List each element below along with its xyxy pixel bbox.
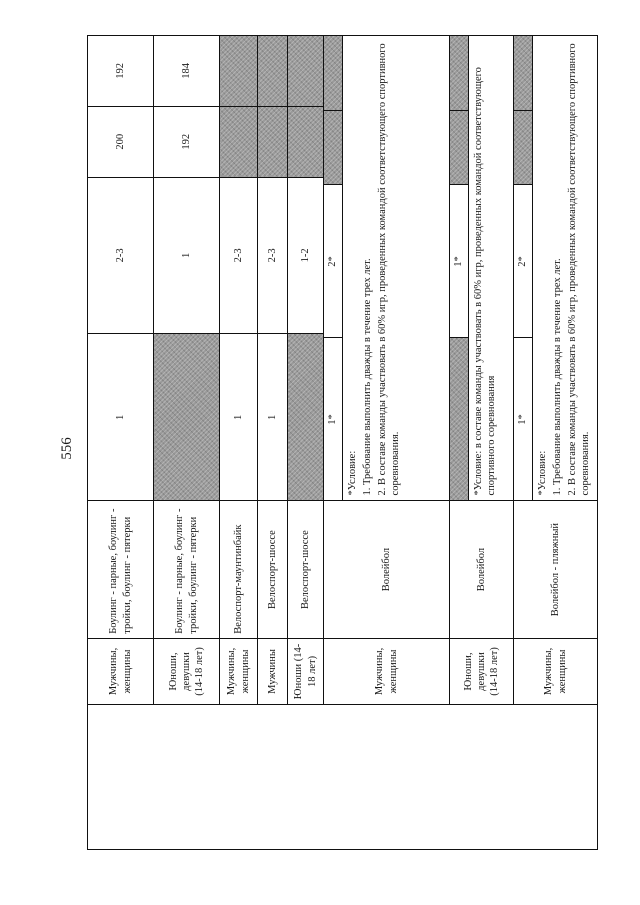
empty-col-cell xyxy=(88,705,598,850)
condition-block xyxy=(324,36,450,501)
group-cell: Юноши, девушки (14-18 лет) xyxy=(154,638,220,704)
group-cell: Юноши (14-18 лет) xyxy=(288,638,324,704)
rotated-table-container xyxy=(87,35,591,850)
condition-block xyxy=(514,36,598,501)
shaded-cell xyxy=(288,106,324,177)
shaded-cell xyxy=(288,36,324,107)
condition-title: *Условие: xyxy=(536,450,548,496)
group-cell: Мужчины, женщины xyxy=(324,638,450,704)
discipline-cell: Боулинг - парные, боулинг - тройки, боулинг - пятерки xyxy=(88,501,154,638)
value-cell: 1* xyxy=(514,338,532,501)
shaded-cell xyxy=(514,110,532,184)
value-cell: 184 xyxy=(154,36,220,107)
shaded-cell xyxy=(288,334,324,501)
group-cell: Юноши, девушки (14-18 лет) xyxy=(450,638,514,704)
qualification-table xyxy=(87,35,598,850)
condition-text xyxy=(342,36,449,500)
value-cell: 1 xyxy=(220,334,258,501)
condition-block xyxy=(450,36,514,501)
shaded-cell xyxy=(154,334,220,501)
group-cell: Мужчины, женщины xyxy=(88,638,154,704)
shaded-cell xyxy=(324,36,342,110)
condition-item: 2. В составе команды участвовать в 60% игр, проведенных командой соответствующего спортивного соревнования. xyxy=(566,43,591,496)
value-cell: 2-3 xyxy=(258,177,288,334)
shaded-cell xyxy=(450,338,468,501)
discipline-cell: Велоспорт-шоссе xyxy=(288,501,324,638)
value-cell: 1 xyxy=(154,177,220,334)
group-cell: Мужчины xyxy=(258,638,288,704)
group-cell: Мужчины, женщины xyxy=(220,638,258,704)
value-cell: 1* xyxy=(450,185,468,338)
value-cell: 1* xyxy=(324,338,342,501)
value-cell: 1 xyxy=(88,334,154,501)
inner-table xyxy=(514,36,597,500)
value-cell: 2* xyxy=(514,185,532,338)
inner-table xyxy=(324,36,449,500)
value-cell: 1 xyxy=(258,334,288,501)
condition-text: *Условие: в составе команды участвовать в 60% игр, проведенных командой соответствующего спортивного соревнования xyxy=(472,67,497,496)
condition-item: 2. В составе команды участвовать в 60% игр, проведенных командой соответствующего спортивного соревнования. xyxy=(376,43,401,496)
page-number: 556 xyxy=(58,437,75,460)
value-cell: 1-2 xyxy=(288,177,324,334)
shaded-cell xyxy=(514,36,532,110)
value-cell: 2-3 xyxy=(88,177,154,334)
discipline-cell: Боулинг - парные, боулинг - тройки, боулинг - пятерки xyxy=(154,501,220,638)
value-cell: 192 xyxy=(154,106,220,177)
discipline-cell: Волейбол xyxy=(450,501,514,638)
discipline-cell: Волейбол xyxy=(324,501,450,638)
discipline-cell: Волейбол - пляжный xyxy=(514,501,598,638)
shaded-cell xyxy=(258,36,288,107)
inner-table xyxy=(450,36,513,500)
value-cell: 200 xyxy=(88,106,154,177)
shaded-cell xyxy=(450,110,468,184)
discipline-cell: Велоспорт-шоссе xyxy=(258,501,288,638)
table-row xyxy=(88,36,154,850)
shaded-cell xyxy=(450,36,468,110)
shaded-cell xyxy=(258,106,288,177)
discipline-cell: Велоспорт-маунтинбайк xyxy=(220,501,258,638)
value-cell: 2* xyxy=(324,185,342,338)
condition-item: 1. Требование выполнить дважды в течение трех лет. xyxy=(361,258,373,496)
group-cell: Мужчины, женщины xyxy=(514,638,598,704)
value-cell: 192 xyxy=(88,36,154,107)
shaded-cell xyxy=(324,110,342,184)
shaded-cell xyxy=(220,36,258,107)
condition-item: 1. Требование выполнить дважды в течение трех лет. xyxy=(551,258,563,496)
condition-text xyxy=(532,36,597,500)
condition-title: *Условие: xyxy=(346,450,358,496)
value-cell: 2-3 xyxy=(220,177,258,334)
shaded-cell xyxy=(220,106,258,177)
